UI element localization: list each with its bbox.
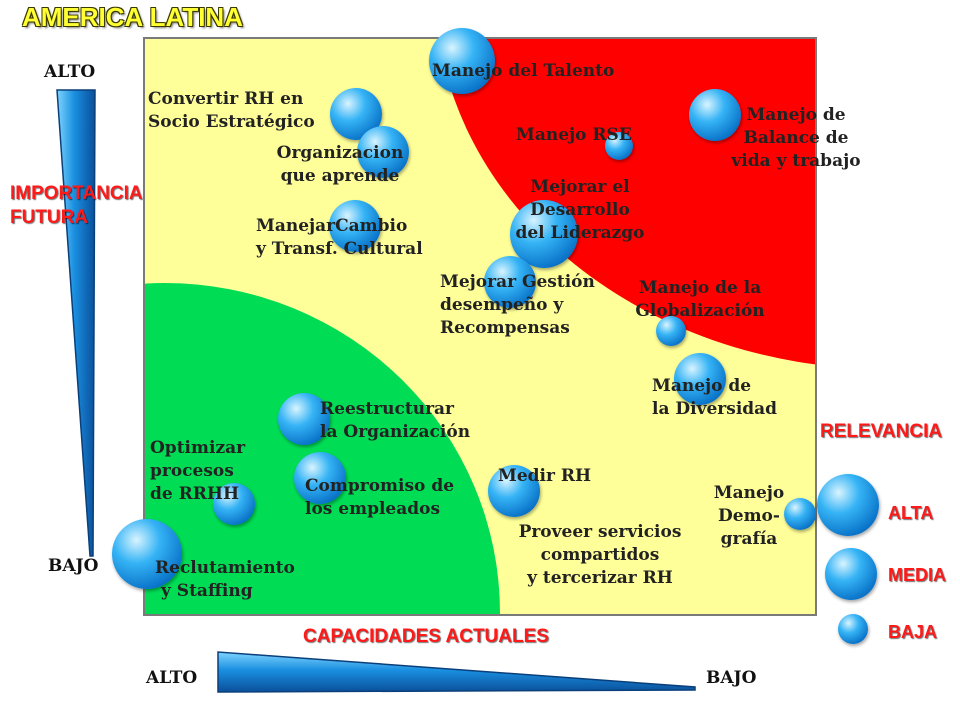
label-demografia: Manejo Demo- grafía [713, 483, 785, 549]
label-reclutamiento: Reclutamiento y Staffing [155, 558, 295, 601]
label-diversidad: Manejo de la Diversidad [652, 376, 778, 419]
legend-bubble-media [825, 548, 877, 600]
legend-label-baja: BAJA [888, 622, 938, 642]
x-axis-right-label: BAJO [706, 668, 757, 688]
legend-heading: RELEVANCIA [820, 421, 943, 442]
label-liderazgo: Mejorar el Desarrollo del Liderazgo [515, 177, 645, 243]
label-rse: Manejo RSE [516, 125, 632, 145]
y-axis-heading [10, 182, 143, 230]
x-axis-wedge [215, 650, 699, 696]
label-medir-rh: Medir RH [498, 466, 592, 486]
page-title: AMERICA LATINA [22, 2, 243, 32]
y-axis-heading-line1: IMPORTANCIA [10, 183, 143, 204]
y-axis-top-label: ALTO [44, 62, 96, 82]
label-talento: Manejo del Talento [432, 61, 615, 81]
label-socio-estrategico: Convertir RH en Socio Estratégico [148, 89, 315, 132]
y-axis-wedge [55, 88, 103, 558]
legend-bubble-alta [817, 474, 879, 536]
label-reestructurar: Reestructurar la Organización [320, 399, 471, 442]
label-procesos-rrhh: Optimizar procesos de RRHH [150, 438, 246, 504]
legend-label-alta: ALTA [888, 503, 934, 523]
label-cambio-cultural: ManejarCambio y Transf. Cultural [256, 216, 423, 259]
label-gestion-desempeno: Mejorar Gestión desempeño y Recompensas [440, 272, 595, 338]
label-compromiso: Compromiso de los empleados [305, 476, 455, 519]
label-globalizacion: Manejo de la Globalización [635, 278, 765, 321]
y-axis-heading-line2: FUTURA [10, 207, 89, 228]
label-organizacion-aprende: Organizacion que aprende [276, 143, 404, 186]
legend-label-media: MEDIA [888, 565, 946, 585]
x-axis-heading: CAPACIDADES ACTUALES [303, 626, 549, 647]
x-axis-left-label: ALTO [146, 668, 198, 688]
y-axis-bottom-label: BAJO [48, 556, 99, 576]
label-servicios-compartidos: Proveer servicios compartidos y tercerizar RH [518, 522, 682, 588]
legend-bubble-baja [838, 614, 868, 644]
label-balance-vida: Manejo de Balance de vida y trabajo [731, 105, 861, 171]
